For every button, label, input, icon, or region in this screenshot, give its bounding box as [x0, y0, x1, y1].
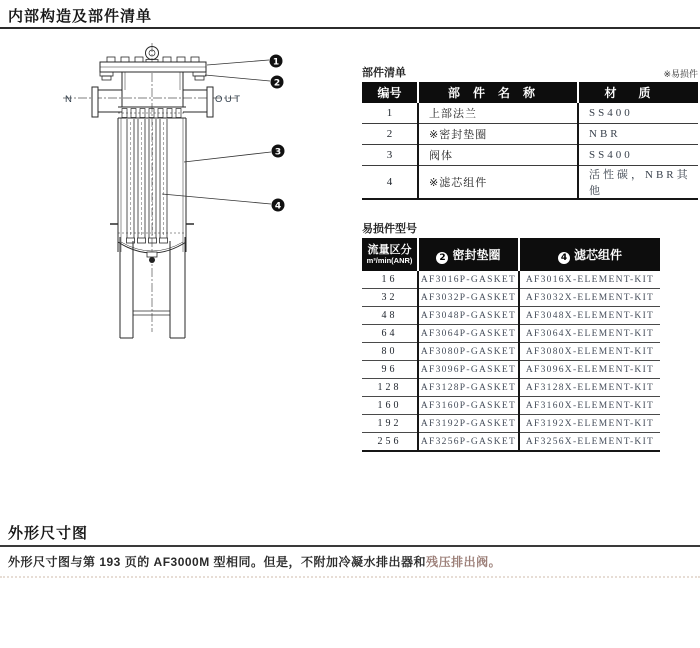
callout-4-number: 4 — [274, 201, 282, 212]
callout-leaders — [162, 60, 271, 204]
table-row: 128 AF3128P-GASKET AF3128X-ELEMENT-KIT — [362, 379, 660, 397]
flow-title: 流量区分 — [367, 244, 412, 256]
col-name: 部件名称 — [418, 82, 578, 103]
col-no: 编号 — [362, 82, 418, 103]
page-bottom-rule — [0, 576, 700, 578]
dimensions-note-highlight: 残压排出阀。 — [426, 555, 502, 569]
gasket-title: 密封垫圈 — [452, 247, 501, 262]
section2-divider — [0, 545, 700, 547]
inlet-label: N — [65, 94, 73, 105]
table-row: 192 AF3192P-GASKET AF3192X-ELEMENT-KIT — [362, 415, 660, 433]
dimensions-note-main: 外形尺寸图与第 193 页的 AF3000M 型相同。但是，不附加冷凝水排出器和 — [8, 555, 427, 569]
table-row: 2 ※密封垫圈 NBR — [362, 124, 698, 145]
outlet-label: OUT — [215, 94, 243, 105]
callout-1-number: 1 — [272, 57, 280, 68]
circled-4-icon: 4 — [558, 252, 570, 264]
wear-table-title: 易损件型号 — [362, 223, 417, 235]
parts-table-header-row — [362, 64, 698, 80]
filter-cross-section-diagram — [55, 40, 305, 350]
inlet-nozzle — [92, 87, 122, 117]
table-row: 96 AF3096P-GASKET AF3096X-ELEMENT-KIT — [362, 361, 660, 379]
filter-elements — [127, 119, 168, 243]
outlet-nozzle — [183, 87, 213, 117]
drain-plug — [149, 257, 155, 263]
callout-3-number: 3 — [274, 147, 282, 158]
table-row: 160 AF3160P-GASKET AF3160X-ELEMENT-KIT — [362, 397, 660, 415]
wear-table-head — [362, 238, 660, 271]
table-row: 3 阀体 SS400 — [362, 145, 698, 166]
table-row: 16 AF3016P-GASKET AF3016X-ELEMENT-KIT — [362, 271, 660, 289]
top-flange — [100, 57, 206, 80]
wear-parts-table — [362, 238, 660, 452]
wear-part-note: ※易损件 — [663, 69, 698, 79]
table-row: 64 AF3064P-GASKET AF3064X-ELEMENT-KIT — [362, 325, 660, 343]
upper-head — [122, 72, 183, 107]
section1-title: 内部构造及部件清单 — [8, 8, 153, 25]
table-row: 1 上部法兰 SS400 — [362, 103, 698, 124]
col-flow — [362, 238, 418, 271]
section2-title: 外形尺寸图 — [8, 525, 89, 542]
col-material: 材质 — [578, 82, 698, 103]
table-row: 32 AF3032P-GASKET AF3032X-ELEMENT-KIT — [362, 289, 660, 307]
element-title: 滤芯组件 — [573, 247, 622, 262]
callout-2-number: 2 — [273, 78, 281, 89]
section1-divider — [0, 27, 700, 29]
flow-unit: m³/min(ANR) — [366, 256, 413, 265]
parts-table-head — [362, 82, 698, 103]
table-row: 48 AF3048P-GASKET AF3048X-ELEMENT-KIT — [362, 307, 660, 325]
table-row: 4 ※滤芯组件 活性碳，NBR其他 — [362, 166, 698, 200]
table-row: 256 AF3256P-GASKET AF3256X-ELEMENT-KIT — [362, 433, 660, 452]
body-joint — [118, 107, 186, 118]
table-row: 80 AF3080P-GASKET AF3080X-ELEMENT-KIT — [362, 343, 660, 361]
parts-table-title: 部件清单 — [362, 67, 406, 79]
col-gasket — [418, 238, 519, 271]
parts-table — [362, 82, 698, 200]
col-element — [519, 238, 660, 271]
circled-2-icon: 2 — [436, 252, 448, 264]
callout-balloons — [270, 55, 285, 212]
dimensions-note — [8, 553, 694, 570]
